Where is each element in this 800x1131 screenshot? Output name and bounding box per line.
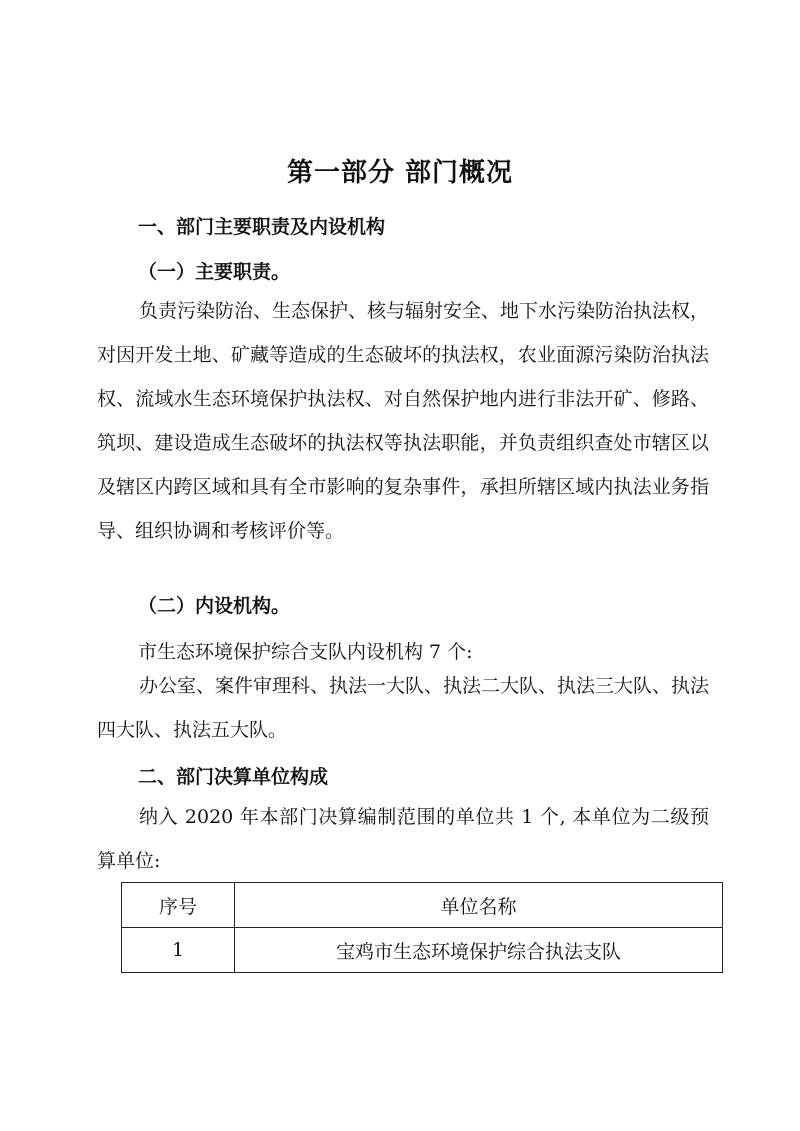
subheading-internal-structure: （二）内设机构。 [138,595,291,617]
table-header-index: 序号 [122,883,235,928]
section-heading-duties: 一、部门主要职责及内设机构 [138,216,386,238]
table-header-row [122,883,723,928]
page-title: 第一部分 部门概况 [286,158,514,188]
internal-structure-list: 办公室、案件审理科、执法一大队、执法二大队、执法三大队、执法四大队、执法五大队。 [97,675,710,741]
subheading-main-duties: （一）主要职责。 [138,261,291,283]
table-cell-index: 1 [122,928,235,973]
duties-paragraph: 负责污染防治、生态保护、核与辐射安全、地下水污染防治执法权，对因开发土地、矿藏等造成的生态破坏的执法权，农业面源污染防治执法权、流域水生态环境保护执法权、对自然保护地内进行非法开矿、修路、筑坝、建设造成生态破坏的执法权等执法职能，并负责组织查处市辖区以及辖区内跨区域和具有全市影响的复杂事件，承担所辖区域内执法业务指导、组织协调和考核评价等。 [97,300,710,542]
table-row [122,928,723,973]
table-cell-unit-name: 宝鸡市生态环境保护综合执法支队 [235,928,723,973]
section-heading-units: 二、部门决算单位构成 [138,766,329,788]
table-header-unit-name: 单位名称 [235,883,723,928]
internal-structure-intro: 市生态环境保护综合支队内设机构 7 个: [138,641,473,663]
units-table [121,882,723,973]
units-paragraph: 纳入 2020 年本部门决算编制范围的单位共 1 个, 本单位为二级预算单位: [97,806,709,872]
